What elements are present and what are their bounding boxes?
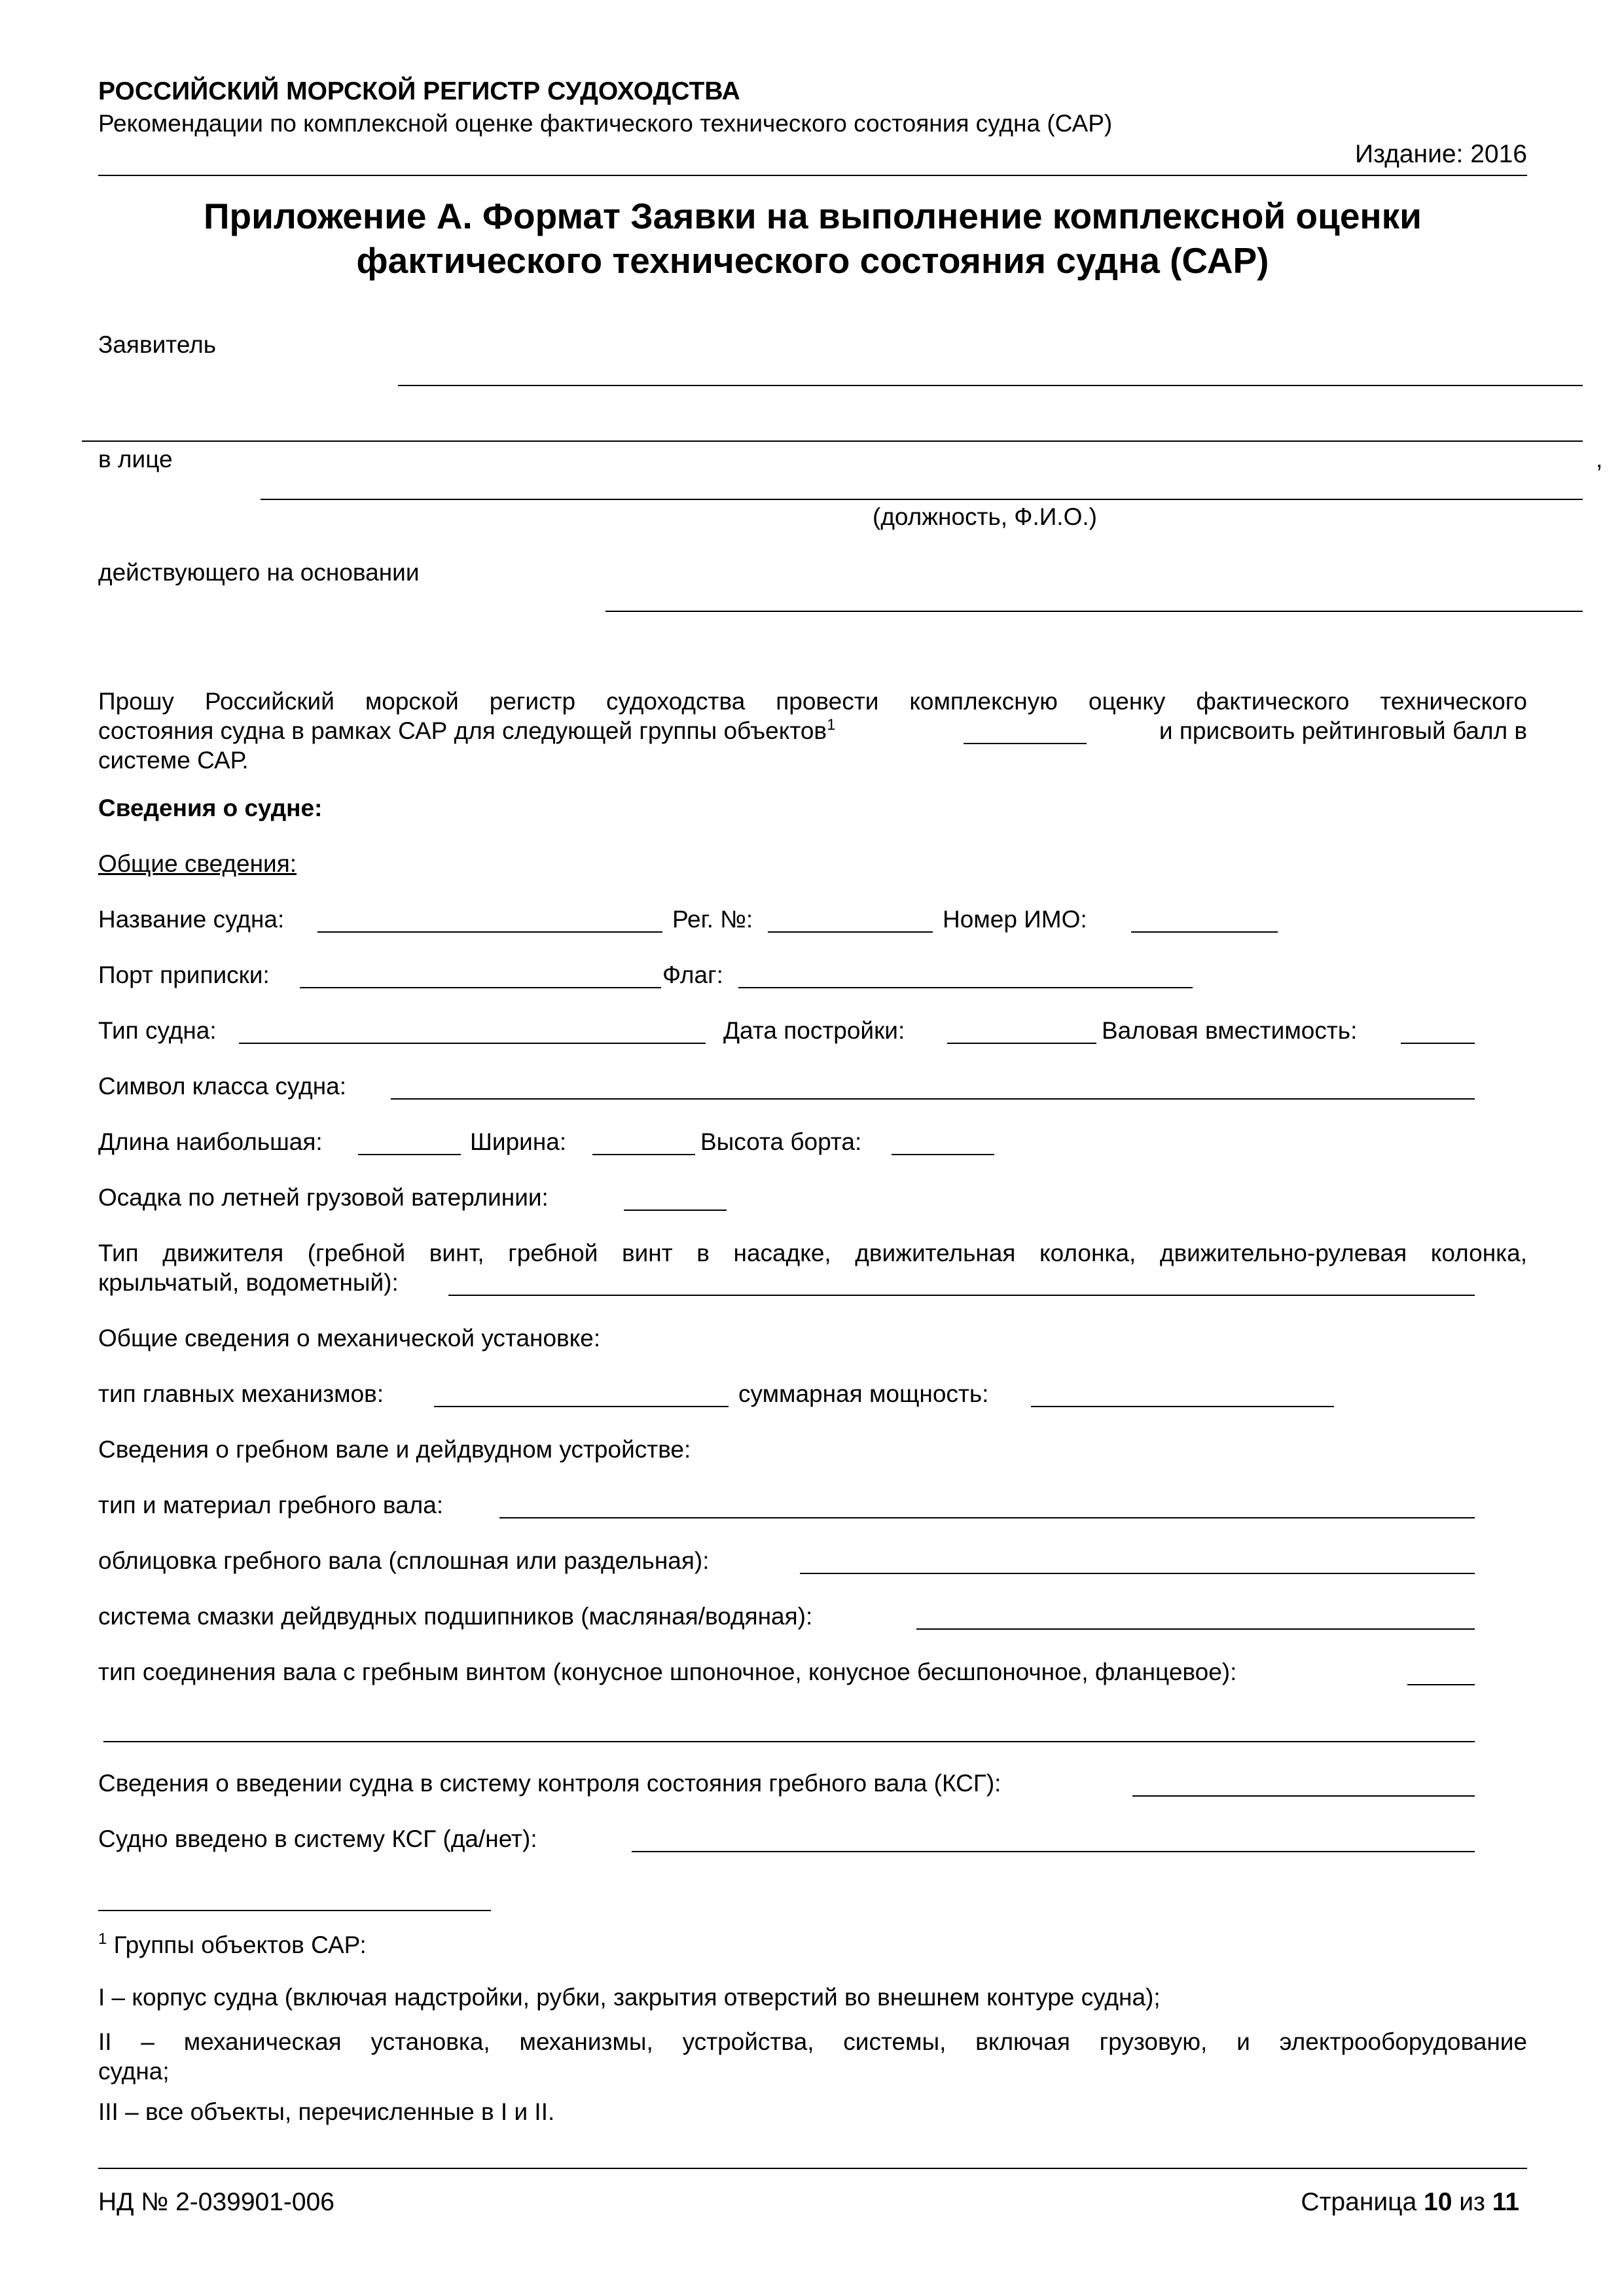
page-of: из: [1459, 2188, 1485, 2216]
footnote-reference: 1: [827, 716, 836, 734]
shaft-heading: Сведения о гребном вале и дейдвудном устройстве:: [98, 1436, 691, 1463]
breadth-label: Ширина:: [470, 1128, 567, 1155]
propulsor-type-line2: крыльчатый, водометный):: [98, 1269, 399, 1296]
document-number: НД № 2-039901-006: [98, 2188, 334, 2216]
class-symbol-label: Символ класса судна:: [98, 1073, 346, 1100]
shaft-liner-field[interactable]: [800, 1573, 1475, 1574]
appendix-title-line2: фактического технического состояния судна (САР): [356, 240, 1269, 281]
ksg-entered-field[interactable]: [632, 1851, 1475, 1852]
header-rule: [98, 175, 1527, 176]
page-total: 11: [1492, 2188, 1519, 2216]
propulsor-type-field[interactable]: [448, 1295, 1475, 1296]
flag-field[interactable]: [738, 987, 1193, 988]
ship-name-label: Название судна:: [98, 906, 285, 933]
home-port-field[interactable]: [300, 987, 661, 988]
position-name-hint: (должность, Ф.И.О.): [873, 503, 1097, 530]
footnote-mark: 1: [98, 1930, 107, 1948]
imo-label: Номер ИМО:: [943, 906, 1087, 933]
object-group-field-line[interactable]: [964, 743, 1087, 744]
class-symbol-field[interactable]: [391, 1098, 1475, 1100]
length-overall-field[interactable]: [358, 1154, 461, 1155]
ship-name-field[interactable]: [317, 931, 662, 933]
lubrication-system-field[interactable]: [916, 1628, 1475, 1630]
summer-draft-field[interactable]: [624, 1210, 727, 1211]
page-number: [1301, 2188, 1519, 2217]
ship-type-label: Тип судна:: [98, 1017, 217, 1044]
applicant-field-line[interactable]: [398, 385, 1583, 386]
shaft-connection-field[interactable]: [1407, 1684, 1475, 1685]
propulsor-type-line1: Тип движителя (гребной винт, гребной винт в насадке, движительная колонка, движительно-рулевая колонка,: [98, 1240, 1527, 1266]
represented-by-label: в лице: [98, 446, 173, 473]
main-engines-field[interactable]: [434, 1406, 729, 1407]
basis-label: действующего на основании: [98, 559, 420, 586]
request-text-part-a: состояния судна в рамках САР для следующей группы объектов: [98, 717, 827, 744]
footnote-item-2-line1: II – механическая установка, механизмы, устройства, системы, включая грузовую, и электрооборудование: [98, 2028, 1527, 2055]
shaft-material-label: тип и материал гребного вала:: [98, 1492, 444, 1518]
ksg-entered-label: Судно введено в систему КСГ (да/нет):: [98, 1825, 537, 1852]
shaft-connection-label: тип соединения вала с гребным винтом (конусное шпоночное, конусное бесшпоночное, фланцевое):: [98, 1659, 1237, 1685]
ksg-info-label: Сведения о введении судна в систему контроля состояния гребного вала (КСГ):: [98, 1770, 1001, 1797]
shaft-connection-field-2[interactable]: [103, 1741, 1475, 1742]
build-date-label: Дата постройки:: [723, 1017, 905, 1044]
depth-field[interactable]: [892, 1154, 994, 1155]
footer-rule: [98, 2168, 1527, 2169]
footnote-title: [98, 1931, 367, 1960]
summer-draft-label: Осадка по летней грузовой ватерлинии:: [98, 1184, 549, 1211]
total-power-field[interactable]: [1031, 1406, 1334, 1407]
total-power-label: суммарная мощность:: [738, 1380, 989, 1407]
footnote-item-1: I – корпус судна (включая надстройки, рубки, закрытия отверстий во внешнем контуре судна);: [98, 1984, 1161, 2011]
machinery-heading: Общие сведения о механической установке:: [98, 1325, 601, 1352]
imo-field[interactable]: [1131, 931, 1278, 933]
document-subtitle: Рекомендации по комплексной оценке фактического технического состояния судна (САР): [98, 110, 1113, 137]
build-date-field[interactable]: [947, 1043, 1096, 1044]
applicant-field-line-2[interactable]: [82, 440, 1583, 442]
footnote-separator: [98, 1910, 491, 1911]
page-label: Страница: [1301, 2188, 1417, 2216]
page-current: 10: [1424, 2188, 1453, 2216]
applicant-label: Заявитель: [98, 331, 217, 358]
edition-label: Издание: 2016: [1355, 140, 1527, 168]
footnote-title-text: Группы объектов САР:: [113, 1931, 367, 1958]
main-engines-label: тип главных механизмов:: [98, 1380, 384, 1407]
reg-no-field[interactable]: [768, 931, 933, 933]
ksg-info-field[interactable]: [1132, 1795, 1475, 1797]
shaft-liner-label: облицовка гребного вала (сплошная или раздельная):: [98, 1547, 710, 1574]
shaft-material-field[interactable]: [499, 1517, 1475, 1518]
breadth-field[interactable]: [592, 1154, 695, 1155]
footnote-item-2-line2: судна;: [98, 2058, 170, 2085]
ship-section-heading: Сведения о судне:: [98, 795, 323, 821]
appendix-title-line1: Приложение А. Формат Заявки на выполнение комплексной оценки: [203, 196, 1422, 236]
ship-type-field[interactable]: [239, 1043, 706, 1044]
gross-tonnage-label: Валовая вместимость:: [1102, 1017, 1358, 1044]
general-info-heading: Общие сведения:: [98, 850, 297, 877]
length-overall-label: Длина наибольшая:: [98, 1128, 323, 1155]
footnote-item-3: III – все объекты, перечисленные в I и II.: [98, 2098, 555, 2125]
flag-label: Флаг:: [662, 961, 723, 988]
request-text-line2: [98, 717, 835, 745]
lubrication-system-label: система смазки дейдвудных подшипников (масляная/водяная):: [98, 1603, 813, 1630]
represented-by-field-line[interactable]: [261, 499, 1583, 500]
reg-no-label: Рег. №:: [672, 906, 753, 933]
organization-name: РОССИЙСКИЙ МОРСКОЙ РЕГИСТР СУДОХОДСТВА: [98, 77, 740, 105]
represented-by-comma: ,: [1596, 446, 1603, 473]
home-port-label: Порт приписки:: [98, 961, 270, 988]
request-text-line1: Прошу Российский морской регистр судоходства провести комплексную оценку фактического технического: [98, 688, 1527, 715]
request-text-line3: системе САР.: [98, 747, 249, 774]
basis-field-line[interactable]: [605, 611, 1583, 612]
depth-label: Высота борта:: [700, 1128, 862, 1155]
gross-tonnage-field[interactable]: [1401, 1043, 1475, 1044]
request-text-part-b: и присвоить рейтинговый балл в: [1159, 717, 1527, 744]
